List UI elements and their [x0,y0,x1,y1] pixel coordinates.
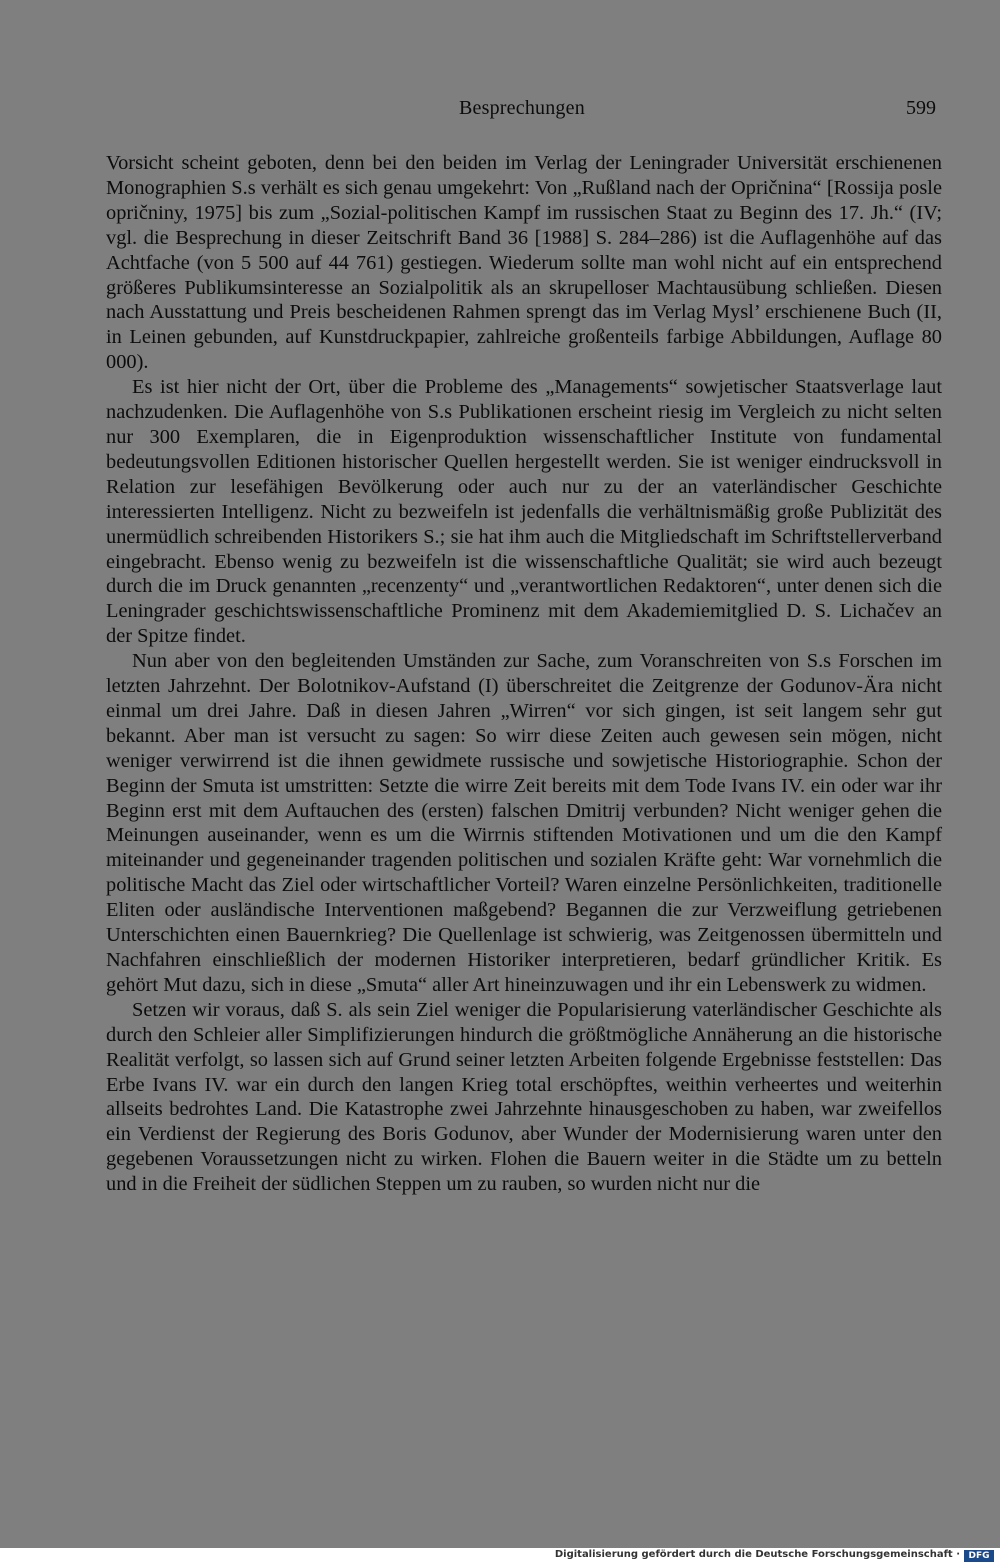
article-body [106,151,942,1197]
paragraph-3: Nun aber von den begleitenden Umständen zur Sache, zum Voranschreiten von S.s Forschen im letzten Jahrzehnt. Der Bolotnikov-Aufstand (I) überschreitet die Zeitgrenze der Godunov-Ära nicht einmal um drei Jahre. Daß in diesen Jahren „Wirren“ vor sich gingen, ist seit langem sehr gut bekannt. Aber man ist versucht zu sagen: So wirr diese Zeiten auch gewesen sein mögen, nicht weniger verwirrend ist die ihnen gewidmete russische und sowjetische Historiographie. Schon der Beginn der Smuta ist umstritten: Setzte die wirre Zeit bereits mit dem Tode Ivans IV. ein oder war ihr Beginn erst mit dem Auftauchen des (ersten) falschen Dmitrij verbunden? Nicht weniger gehen die Meinungen auseinander, wenn es um die Wirrnis stiftenden Motivationen und um die den Kampf miteinander und gegeneinander tragenden politischen und sozialen Kräfte geht: War vornehmlich die politische Macht das Ziel oder wirtschaftlicher Vorteil? Waren einzelne Persönlichkeiten, traditionelle Eliten oder ausländische Interventionen maßgebend? Begannen die zur Verzweiflung getriebenen Unterschichten einen Bauernkrieg? Die Quellenlage ist schwierig, was Zeitgenossen übermitteln und Nachfahren einschließlich der modernen Historiker interpretieren, bedarf gründlicher Kritik. Es gehört Mut dazu, sich in diese „Smuta“ aller Art hineinzuwagen und ihr ein Lebenswerk zu widmen. [106,650,942,996]
paragraph-1: Vorsicht scheint geboten, denn bei den beiden im Verlag der Leningrader Universität erschienenen Monographien S.s verhält es sich genau umgekehrt: Von „Rußland nach der Opričnina“ [Rossija posle opričniny, 1975] bis zum „Sozial-politischen Kampf im russischen Staat zu Beginn des 17. Jh.“ (IV; vgl. die Besprechung in dieser Zeitschrift Band 36 [1988] S. 284–286) ist die Auflagenhöhe auf das Achtfache (von 5 500 auf 44 761) gestiegen. Wiederum sollte man wohl nicht auf ein entsprechend größeres Publikumsinteresse an Sozialpolitik als an skrupelloser Machtausübung schließen. Diesen nach Ausstattung und Preis bescheidenen Rahmen sprengt das im Verlag Mysl’ erschienene Buch (II, in Leinen gebunden, auf Kunstdruckpapier, zahlreiche großenteils farbige Abbildungen, Auflage 80 000). [106,152,942,374]
page-header [0,97,1000,125]
running-head: Besprechungen [459,97,585,119]
funding-credit: Digitalisierung gefördert durch die Deutsche Forschungsgemeinschaft · [554,1549,960,1560]
paragraph-4: Setzen wir voraus, daß S. als sein Ziel weniger die Popularisierung vaterländischer Geschichte als durch den Schleier aller Simplifizierungen hindurch die größtmögliche Annäherung an die historische Realität verfolgt, so lassen sich auf Grund seiner letzten Arbeiten folgende Ergebnisse feststellen: Das Erbe Ivans IV. war ein durch den langen Krieg total erschöpftes, weithin verheertes und weiterhin allseits bedrohtes Land. Die Katastrophe zwei Jahrzehnte hinausgeschoben zu haben, war zweifellos ein Verdienst der Regierung des Boris Godunov, aber Wunder der Modernisierung waren unter den gegebenen Voraussetzungen nicht zu wirken. Flohen die Bauern weiter in die Städte um zu betteln und in die Freiheit der südlichen Steppen um zu rauben, so wurden nicht nur die [106,998,942,1196]
digitization-footer [0,1548,1000,1564]
paragraph-2: Es ist hier nicht der Ort, über die Probleme des „Managements“ sowjetischer Staatsverlage laut nachzudenken. Die Auflagenhöhe von S.s Publikationen erscheint riesig im Vergleich zu nicht selten nur 300 Exemplaren, die in Eigenproduktion wissenschaftlicher Institute von fundamental bedeutungsvollen Editionen historischer Quellen hergestellt werden. Sie ist weniger eindrucksvoll in Relation zur lesefähigen Bevölkerung oder auch nur zu der an vaterländischer Geschichte interessierten Intelligenz. Nicht zu bezweifeln ist jedenfalls die verhältnismäßig große Publizität des unermüdlich schreibenden Historikers S.; sie hat ihm auch die Mitgliedschaft im Schriftstellerverband eingebracht. Ebenso wenig zu bezweifeln ist die wissenschaftliche Qualität; sie wird auch bezeugt durch die im Druck genannten „recenzenty“ und „verantwortlichen Redaktoren“, unter denen sich die Leningrader geschichtswissenschaftliche Prominenz mit dem Akademiemitglied D. S. Lichačev an der Spitze findet. [106,376,942,648]
dfg-logo-icon: DFG [964,1550,994,1562]
page-number: 599 [906,97,936,119]
